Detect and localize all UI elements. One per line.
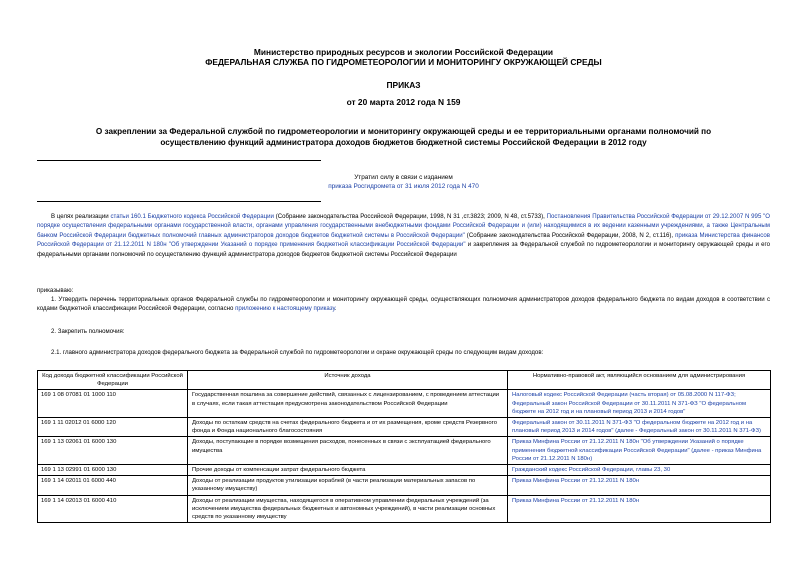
row-source: Доходы, поступающие в порядке возмещения расходов, понесенных в связи с эксплуатацией федерального имущества: [188, 437, 508, 465]
item-1-paragraph: 1. Утвердить перечень территориальных органов Федеральной службы по гидрометеорологии и мониторингу окружающей среды, осуществляющих полномочия администраторов доходов федерального бюджета по видам доходов в соответствии с кодами бюджетной классификации Российской Федерации, согласно приложению к настоящему приказу.: [37, 296, 770, 313]
table-row: [38, 495, 771, 523]
status-note: [0, 173, 807, 191]
row-code: 169 1 14 02011 01 6000 440: [38, 476, 188, 495]
order-word: приказываю:: [37, 287, 74, 294]
appendix-link[interactable]: приложению к настоящему приказу: [235, 305, 335, 313]
service-heading: ФЕДЕРАЛЬНАЯ СЛУЖБА ПО ГИДРОМЕТЕОРОЛОГИИ И МОНИТОРИНГУ ОКРУЖАЮЩЕЙ СРЕДЫ: [205, 57, 602, 67]
table-row: [38, 437, 771, 465]
header-source: Источник дохода: [188, 371, 508, 390]
item-2-paragraph: 2. Закрепить полномочия:: [51, 328, 125, 335]
revenue-table: [37, 370, 771, 523]
row-act-link[interactable]: Федеральный закон от 30.11.2011 N 371-ФЗ "О федеральном бюджете на 2012 год и на плановый период 2013 и 2014 годов" (далее - Федеральный закон от 30.11.2011 N 371-ФЗ): [508, 418, 771, 437]
row-source: Доходы от реализации продуктов утилизации кораблей (в части реализации материальных запасов по указанному имуществу): [188, 476, 508, 495]
government-decree-link[interactable]: Постановления Правительства Российской Федерации от 29.12.2007 N 995 "О порядке осуществления федеральными органами государственной власти, органами управления государственными внебюджетными фондами Российской Федерации и (или) находящимися в их ведении казенными учреждениями, а также Центральным банком Российской Федерации бюджетных полномочий главных администраторов доходов бюджетов бюджетной системы в Российской Федерации": [37, 213, 770, 239]
document-title: [30, 126, 777, 148]
budget-code-link[interactable]: статьи 160.1 Бюджетного кодекса Российской Федерации: [110, 213, 274, 220]
row-code: 169 1 14 02013 01 6000 410: [38, 495, 188, 523]
ministry-heading: Министерство природных ресурсов и экологии Российской Федерации: [253, 47, 554, 57]
header-code: Код дохода бюджетной классификации Российской Федерации: [38, 371, 188, 390]
preamble-paragraph: В целях реализации статьи 160.1 Бюджетного кодекса Российской Федерации (Собрание законодательства Российской Федерации, 1998, N 31 ,ст.3823; 2009, N 48, ст.5733), Постановления Правительства Российской Федерации от 29.12.2007 N 995 "О порядке осуществления федеральными органами государственной власти, органами управления государственными внебюджетными фондами Российской Федерации и (или) находящимися в их ведении казенными учреждениями, а также Центральным банком Российской Федерации бюджетных полномочий главных администраторов доходов бюджетов бюджетной системы в Российской Федерации" (Собрание законодательства Российской Федерации, 2008, N 2, ст.116), приказа Министерства финансов Российской Федерации от 21.12.2011 N 180н "Об утверждении Указаний о порядке применения бюджетной классификации Российской Федерации" и закрепления за Федеральной службой по гидрометеорологии и мониторингу окружающей среды и его федеральными органами полномочий по осуществлению функций администратора доходов бюджетов бюджетной системы Российской Федерации: [37, 213, 770, 258]
divider-bottom: [37, 201, 321, 202]
row-source: Доходы по остаткам средств на счетах федерального бюджета и от их размещения, кроме средств Резервного фонда и Фонда национального благосостояния: [188, 418, 508, 437]
row-act-link[interactable]: Приказ Минфина России от 21.12.2011 N 180н: [508, 476, 771, 495]
row-code: 169 1 13 02061 01 6000 130: [38, 437, 188, 465]
doc-type-heading: ПРИКАЗ: [386, 80, 421, 90]
title-line-1: О закреплении за Федеральной службой по гидрометеорологии и мониторингу окружающей среды и ее территориальными органами полномочий по: [95, 127, 712, 136]
minfin-order-link[interactable]: приказа Министерства финансов Российской Федерации от 21.12.2011 N 180н "Об утверждении Указаний о порядке применения бюджетной классификации Российской Федерации": [37, 231, 770, 249]
header-act: Нормативно-правовой акт, являющийся основанием для администрирования: [508, 371, 771, 390]
row-source: Государственная пошлина за совершение действий, связанных с лицензированием, с проведением аттестации в случаях, если такая аттестация предусмотрена законодательством Российской Федерации: [188, 390, 508, 418]
item-2-1-paragraph: 2.1. главного администратора доходов федерального бюджета за Федеральной службой по гидрометеорологии и охране окружающей среды по следующим видам доходов:: [51, 349, 544, 356]
row-act-link[interactable]: Гражданский кодекс Российской Федерации, главы 23, 30: [508, 465, 771, 476]
row-act-link[interactable]: Налоговый кодекс Российской Федерации (часть вторая) от 05.08.2000 N 117-ФЗ; Федеральный закон Российской Федерации от 30.11.2011 N 371-ФЗ "О федеральном бюджете на 2012 год и на плановый период 2013 и 2014 годов": [508, 390, 771, 418]
status-note-link[interactable]: приказа Росгидромета от 31 июля 2012 года N 470: [328, 183, 479, 190]
title-line-2: осуществлению функций администратора доходов бюджетов бюджетной системы Российской Федерации в 2012 году: [160, 138, 647, 147]
row-source: Прочие доходы от компенсации затрат федерального бюджета: [188, 465, 508, 476]
row-code: 169 1 11 02012 01 6000 120: [38, 418, 188, 437]
doc-date-number: от 20 марта 2012 года N 159: [346, 97, 461, 107]
table-row: [38, 476, 771, 495]
row-code: 169 1 08 07081 01 1000 110: [38, 390, 188, 418]
row-act-link[interactable]: Приказ Минфина России от 21.12.2011 N 180н: [508, 495, 771, 523]
table-header-row: [38, 371, 771, 390]
table-row: [38, 465, 771, 476]
table-row: [38, 390, 771, 418]
row-code: 169 1 13 02991 01 6000 130: [38, 465, 188, 476]
table-row: [38, 418, 771, 437]
status-note-text: Утратил силу в связи с изданием: [354, 174, 453, 181]
divider-top: [37, 160, 321, 161]
row-act-link[interactable]: Приказ Минфина России от 21.12.2011 N 180н "Об утверждении Указаний о порядке применения бюджетной классификации Российской Федерации" (далее - приказ Минфина России от 21.12.2011 N 180н): [508, 437, 771, 465]
row-source: Доходы от реализации имущества, находящегося в оперативном управлении федеральных учреждений (за исключением имущества федеральных бюджетных и автономных учреждений), в части реализации основных средств по указанному имуществу: [188, 495, 508, 523]
